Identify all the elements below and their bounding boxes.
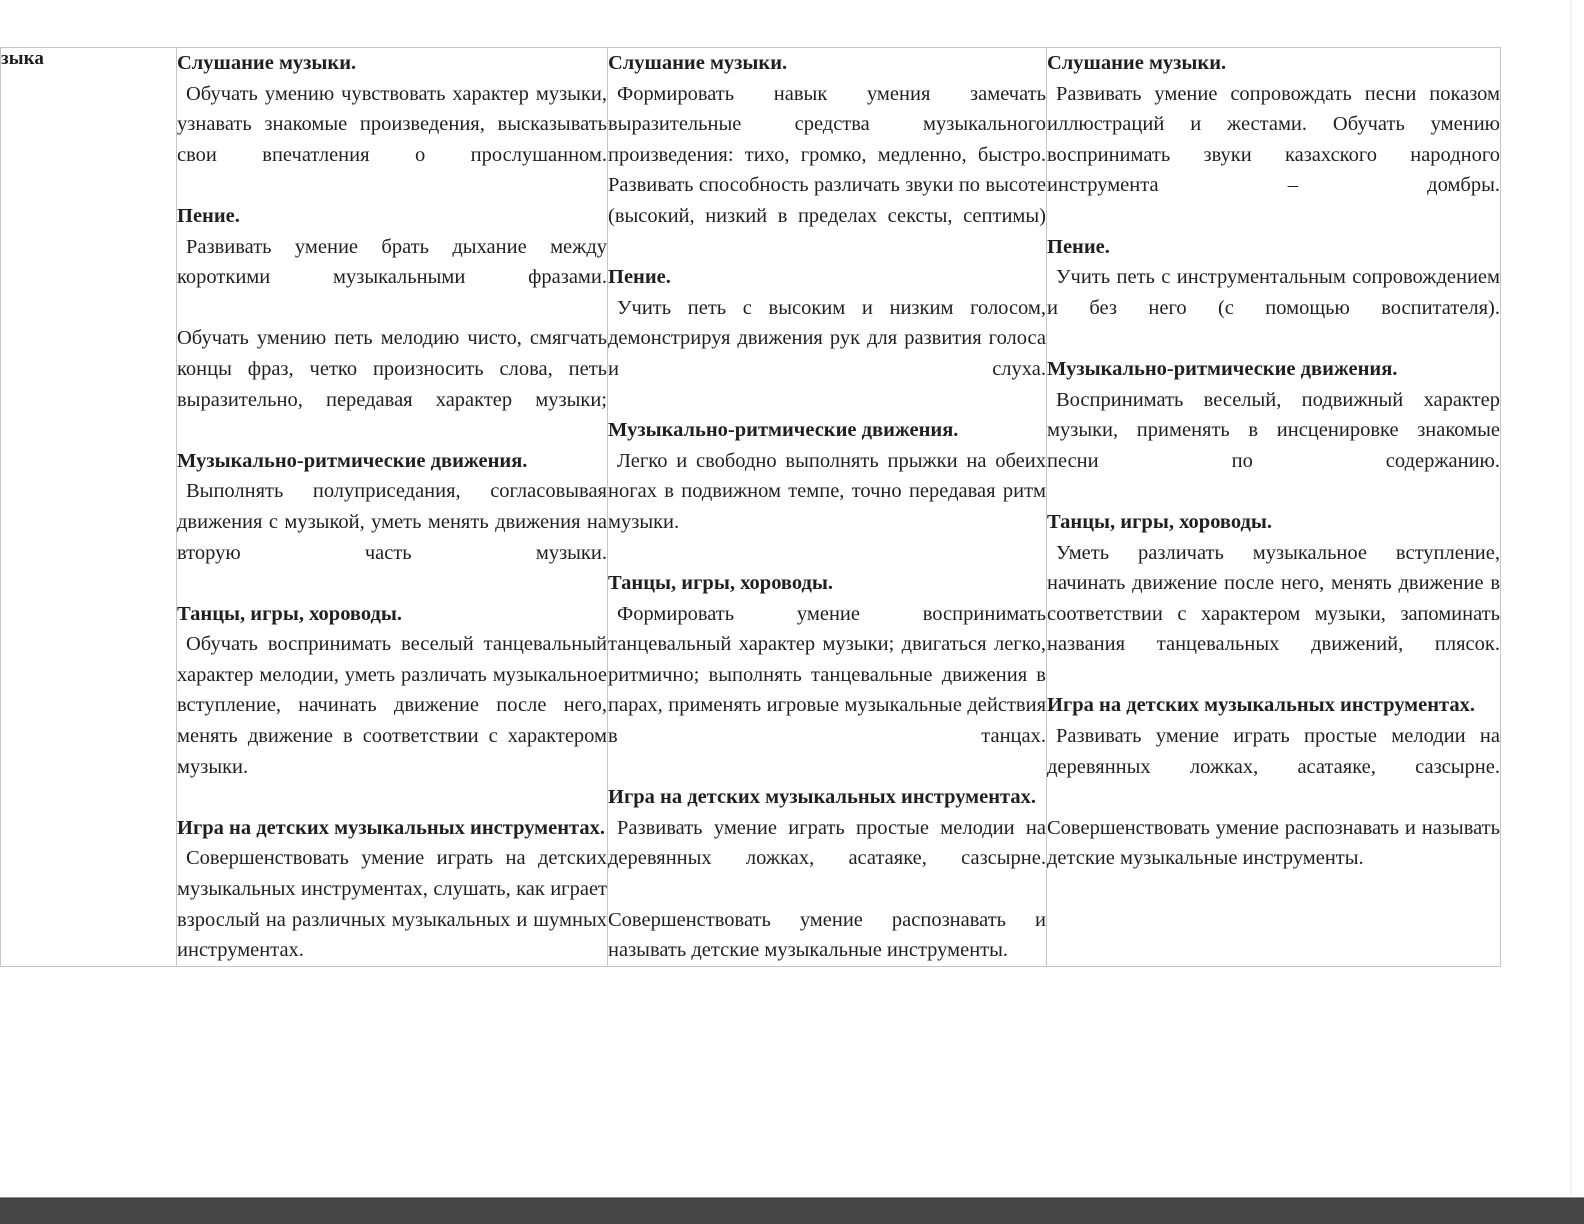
content-cell-3 [1047,48,1501,967]
section-paragraph: Формировать умение воспринимать танцевальный характер музыки; двигаться легко, ритмично; выполнять танцевальные движения в парах, применять игровые музыкальные действия в танцах. [608,602,1046,748]
section-heading: Танцы, игры, хороводы. [608,572,834,595]
section-heading: Музыкально-ритмические движения. [177,449,528,472]
section-heading: Пение. [1047,235,1110,258]
content-cell-2 [608,48,1047,967]
section-paragraph: Учить петь с инструментальным сопровождением и без него (с помощью воспитателя). [1047,266,1500,319]
section-paragraph: Обучать воспринимать веселый танцевальный характер мелодии, уметь различать музыкальное вступление, начинать движение после него, менять движение в соответствии с характером музыки. [177,633,607,778]
section-paragraph: Совершенствовать умение распознавать и называть детские музыкальные инструменты. [1047,816,1500,870]
section-paragraph: Учить петь с высоким и низким голосом, демонстрируя движения рук для развития голоса и слуха. [608,296,1046,380]
row-label-text: зыка [1,48,45,69]
section-paragraph: Формировать навык умения замечать выразительные средства музыкального произведения: тихо, громко, медленно, быстро. Развивать способность различать звуки по высоте (высокий, низкий в пределах сексты, септимы) [608,82,1046,227]
section-paragraph: Легко и свободно выполнять прыжки на обеих ногах в подвижном темпе, точно передавая ритм музыки. [608,449,1046,533]
cell-body-2 [608,48,1046,966]
row-label-cell [1,48,177,967]
table-row [1,48,1501,967]
section-heading: Музыкально-ритмические движения. [608,419,959,442]
section-paragraph: Обучать умению петь мелодию чисто, смягчать концы фраз, четко произносить слова, петь выразительно, передавая характер музыки; [177,327,607,411]
section-heading: Танцы, игры, хороводы. [1047,510,1273,533]
section-heading: Игра на детских музыкальных инструментах. [177,816,605,839]
section-paragraph: Развивать умение сопровождать песни показом иллюстраций и жестами. Обучать умению воспринимать звуки казахского народного инструмента – домбры. [1047,82,1500,197]
section-heading: Слушание музыки. [608,52,788,74]
section-paragraph: Совершенствовать умение распознавать и называть детские музыкальные инструменты. [608,908,1046,962]
cell-body-1 [177,48,607,966]
content-cell-1 [177,48,608,967]
section-heading: Музыкально-ритмические движения. [1047,357,1398,380]
scanner-edge-band [0,1197,1584,1224]
section-heading: Игра на детских музыкальных инструментах. [1047,694,1475,717]
section-paragraph: Выполнять полуприседания, согласовывая движения с музыкой, уметь менять движения на вторую часть музыки. [177,480,607,564]
section-paragraph: Развивать умение брать дыхание между короткими музыкальными фразами. [177,235,607,289]
section-paragraph: Уметь различать музыкальное вступление, начинать движение после него, менять движение в соответствии с характером музыки, запоминать названия танцевальных движений, плясок. [1047,541,1500,656]
cell-body-3 [1047,48,1500,874]
section-heading: Слушание музыки. [177,52,357,74]
section-heading: Танцы, игры, хороводы. [177,602,403,625]
section-heading: Пение. [177,204,240,227]
section-heading: Слушание музыки. [1047,52,1227,74]
curriculum-table [0,47,1501,967]
section-paragraph: Обучать умению чувствовать характер музыки, узнавать знакомые произведения, высказывать свои впечатления о прослушанном. [177,82,607,166]
section-paragraph: Воспринимать веселый, подвижный характер музыки, применять в инсценировке знакомые песни по содержанию. [1047,388,1500,472]
section-paragraph: Совершенствовать умение играть на детских музыкальных инструментах, слушать, как играет взрослый на различных музыкальных и шумных инструментах. [177,847,607,962]
section-heading: Игра на детских музыкальных инструментах. [608,786,1036,809]
section-paragraph: Развивать умение играть простые мелодии на деревянных ложках, асатаяке, сазсырне. [608,816,1046,870]
section-heading: Пение. [608,266,671,289]
page-edge-line [1570,0,1572,1196]
section-paragraph: Развивать умение играть простые мелодии на деревянных ложках, асатаяке, сазсырне. [1047,725,1500,778]
